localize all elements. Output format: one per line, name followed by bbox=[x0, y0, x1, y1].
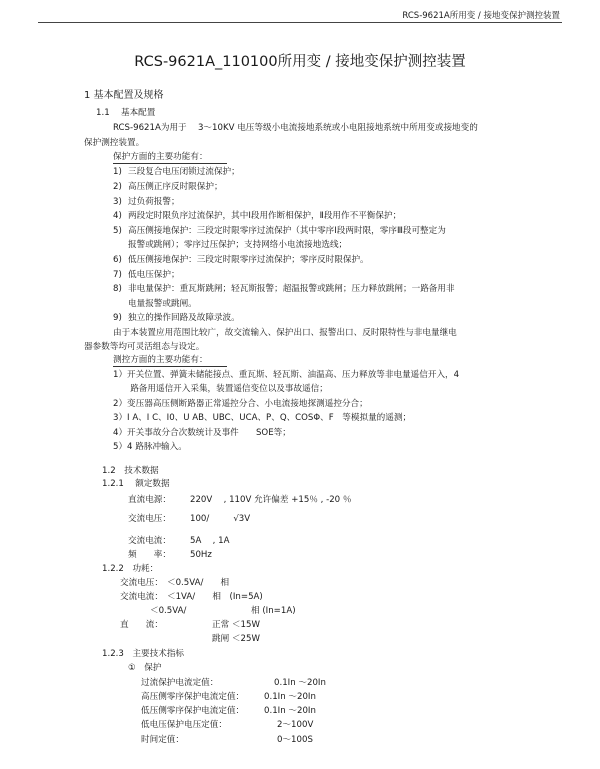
index-label: 时间定值： bbox=[141, 735, 184, 745]
list-item-number: 6) bbox=[113, 255, 122, 265]
list-item: 低压侧接地保护：三段定时限零序过流保护；零序反时限保护。 bbox=[128, 255, 369, 265]
list-item-number: 9) bbox=[113, 313, 122, 323]
section-1-2-2-heading: 1.2.2 功耗： bbox=[102, 564, 159, 574]
list-item: 4）开关事故分合次数统计及事件 SOE等； bbox=[113, 428, 291, 438]
power-ac-current-phase-1a: 相 (In=1A) bbox=[251, 606, 296, 616]
list-item-number: 1) bbox=[113, 167, 122, 177]
index-value: 0.1In ～20In bbox=[264, 692, 316, 702]
list-item-number: 4) bbox=[113, 211, 122, 221]
config-paragraph-line-1: 由于本装置应用范围比较广，故交流输入、保护出口、报警出口、反时限特性与非电量继电 bbox=[113, 328, 457, 338]
protection-subheading: ① 保护 bbox=[128, 663, 162, 673]
list-item-number: 8) bbox=[113, 284, 122, 294]
running-header: RCS-9621A所用变 / 接地变保护测控装置 bbox=[402, 11, 560, 21]
list-item: 高压侧正序反时限保护； bbox=[128, 182, 223, 192]
list-item-number: 7) bbox=[113, 270, 122, 280]
sqrt-three bbox=[233, 513, 244, 525]
section-1-2-heading: 1.2 技术数据 bbox=[102, 466, 159, 476]
list-item: 高压侧接地保护：三段定时限零序过流保护（其中零序Ⅰ段两时限，零序Ⅲ段可整定为 bbox=[128, 226, 446, 236]
index-label: 低压侧零序保护电流定值： bbox=[141, 706, 245, 716]
list-item: 两段定时限负序过流保护，其中Ⅰ段用作断相保护，Ⅱ段用作不平衡保护； bbox=[128, 211, 402, 221]
ac-voltage-value bbox=[190, 513, 250, 525]
section-1-2-3-heading: 1.2.3 主要技术指标 bbox=[102, 649, 185, 659]
sqrt-three-symbol: √3 bbox=[233, 514, 245, 524]
frequency-label: 频 率： bbox=[128, 550, 171, 560]
ac-voltage-label: 交流电压： bbox=[128, 514, 171, 524]
list-item: 低电压保护； bbox=[128, 270, 180, 280]
list-item: 三段复合电压闭锁过流保护； bbox=[128, 167, 240, 177]
intro-line-1: RCS-9621A为用于 3～10KV 电压等级小电流接地系统或小电阻接地系统中所用变或接地变的 bbox=[113, 123, 478, 133]
index-value: 0.1In ～20In bbox=[274, 678, 326, 688]
ac-voltage-unit: V bbox=[244, 514, 251, 524]
ac-current-value: 5A , 1A bbox=[190, 536, 230, 546]
power-ac-voltage-value: ＜0.5VA/ 相 bbox=[167, 578, 230, 588]
dc-supply-value: 220V , 110V 允许偏差 +15％ , -20 ％ bbox=[190, 495, 352, 505]
power-dc-trip: 跳闸 ＜25W bbox=[212, 634, 260, 644]
list-item-number: 5) bbox=[113, 226, 122, 236]
section-1-2-1-heading: 1.2.1 额定数据 bbox=[102, 479, 170, 489]
index-label: 高压侧零序保护电流定值： bbox=[141, 692, 245, 702]
power-dc-label: 直 流： bbox=[120, 620, 163, 630]
list-item-continuation: 电量报警或跳闸。 bbox=[128, 299, 197, 309]
document-title: RCS-9621A_110100所用变 / 接地变保护测控装置 bbox=[134, 54, 466, 70]
list-item: 5）4 路脉冲输入。 bbox=[113, 442, 187, 452]
power-ac-current-value-5a: ＜1VA/ 相 (In=5A) bbox=[167, 592, 263, 602]
section-1-1-heading: 1.1 基本配置 bbox=[96, 108, 156, 118]
power-dc-normal: 正常 ＜15W bbox=[212, 620, 260, 630]
list-item-continuation: 路备用遥信开入采集，装置遥信变位以及事故遥信； bbox=[113, 384, 328, 394]
list-item: 非电量保护：重瓦斯跳闸；轻瓦斯报警；超温报警或跳闸；压力释放跳闸；一路备用非 bbox=[128, 284, 455, 294]
list-item: 1）开关位置、弹簧未储能接点、重瓦斯、轻瓦斯、油温高、压力释放等非电量遥信开入，4 bbox=[113, 370, 460, 380]
list-item-number: 2) bbox=[113, 182, 122, 192]
list-item: 2）变压器高压侧断路器正常遥控分合、小电流接地探测遥控分合； bbox=[113, 399, 368, 409]
list-item-number: 3) bbox=[113, 197, 122, 207]
index-label: 过流保护电流定值： bbox=[141, 678, 219, 688]
ac-voltage-number: 100/ bbox=[190, 514, 210, 524]
power-ac-voltage-label: 交流电压： bbox=[120, 578, 163, 588]
measurement-functions-heading: 测控方面的主要功能有： bbox=[113, 354, 227, 367]
index-value: 2～100V bbox=[277, 720, 314, 730]
list-item: 3）I A、I C、I0、U AB、UBC、UCA、P、Q、COSΦ、F 等模拟量的遥测； bbox=[113, 413, 412, 423]
list-item: 独立的操作回路及故障录波。 bbox=[128, 313, 240, 323]
header-rule bbox=[38, 22, 562, 23]
index-value: 0.1In ～20In bbox=[264, 706, 316, 716]
section-1-heading: 1 基本配置及规格 bbox=[84, 90, 164, 101]
index-label: 低电压保护电压定值： bbox=[141, 720, 227, 730]
index-value: 0～100S bbox=[277, 735, 313, 745]
ac-current-label: 交流电流： bbox=[128, 536, 171, 546]
config-paragraph-line-2: 器参数等均可灵活组态与设定。 bbox=[84, 342, 205, 352]
list-item: 过负荷报警； bbox=[128, 197, 180, 207]
power-ac-current-value-1a: ＜0.5VA/ bbox=[150, 606, 187, 616]
intro-line-2: 保护测控装置。 bbox=[84, 138, 145, 148]
protection-functions-heading: 保护方面的主要功能有： bbox=[113, 151, 227, 164]
list-item-continuation: 报警或跳闸）；零序过压保护；支持网络小电流接地选线； bbox=[128, 240, 348, 250]
frequency-value: 50Hz bbox=[190, 550, 212, 560]
dc-supply-label: 直流电源： bbox=[128, 495, 171, 505]
power-ac-current-label: 交流电流： bbox=[120, 592, 163, 602]
